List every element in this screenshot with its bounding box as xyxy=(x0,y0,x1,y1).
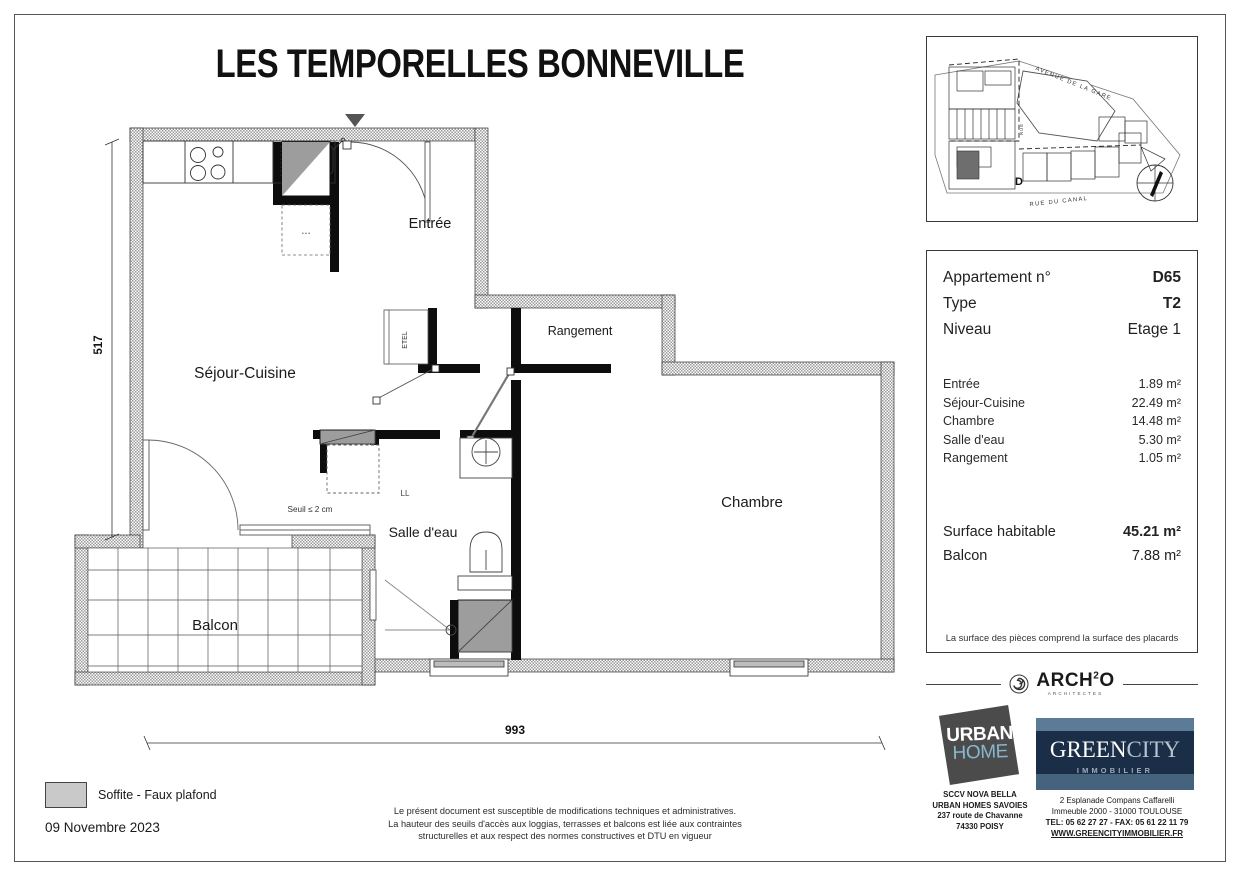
room-label-sejour-cuisine: Séjour-Cuisine xyxy=(194,365,296,382)
closet-dots: • • • xyxy=(301,231,311,237)
info-row-apartment xyxy=(943,265,1181,291)
legend-swatch-soffite xyxy=(45,782,87,808)
urban-line1: URBAN xyxy=(946,722,1014,747)
street-label-avenue: AVENUE DE LA GARE xyxy=(1034,66,1113,103)
dimension-vertical xyxy=(105,139,119,540)
total-row-balcon xyxy=(943,544,1181,568)
document-date: 09 Novembre 2023 xyxy=(45,820,160,835)
ll-label: LL xyxy=(400,489,410,498)
greencity-band-top xyxy=(1036,718,1194,731)
archo-sup: 2 xyxy=(1093,670,1100,682)
info-key-type: Type xyxy=(943,295,977,312)
floor-plan-drawing xyxy=(30,100,910,780)
greencity-word1: GREEN xyxy=(1049,737,1127,762)
archo-name-end: O xyxy=(1099,670,1115,692)
dimension-517-label: 517 xyxy=(93,335,105,355)
urban-home-block xyxy=(930,706,1030,832)
room-label-salle-eau: Salle d'eau xyxy=(388,524,458,540)
info-value-niveau: Etage 1 xyxy=(1127,321,1181,338)
dashed-closet xyxy=(282,205,330,255)
area-key-sejour: Séjour-Cuisine xyxy=(943,395,1025,410)
area-value-chambre: 14.48 m² xyxy=(1131,414,1181,428)
disclaimer-text: Le présent document est susceptible de modifications techniques et administratives. La hauteur des seuils d'accès aux loggias, terrasses et balcons est liée aux contraintes structurelles et aux respect des normes constructives et DTU en vigueur xyxy=(388,806,742,842)
street-label-side: RUE xyxy=(1019,122,1024,136)
spiral-icon xyxy=(1009,674,1029,694)
urban-home-words xyxy=(935,724,1024,764)
placard-note: La surface des pièces comprend la surface des placards xyxy=(945,633,1179,643)
info-row-niveau xyxy=(943,317,1181,343)
entrance-marker xyxy=(345,114,365,127)
legend xyxy=(45,782,217,808)
info-value-apartment: D65 xyxy=(1152,269,1181,286)
area-row-entree xyxy=(943,375,1181,394)
compass-rose xyxy=(1137,165,1173,201)
greencity-subtitle: IMMOBILIER xyxy=(1076,766,1154,775)
area-row-salle-eau xyxy=(943,431,1181,450)
info-key-apartment: Appartement n° xyxy=(943,269,1051,286)
total-row-habitable xyxy=(943,520,1181,544)
greencity-website[interactable]: WWW.GREENCITYIMMOBILIER.FR xyxy=(1051,829,1183,838)
area-value-entree: 1.89 m² xyxy=(1138,377,1181,391)
page-title: LES TEMPORELLES BONNEVILLE xyxy=(215,42,745,86)
legend-label-soffite: Soffite - Faux plafond xyxy=(98,788,217,802)
greencity-addr-line2: Immeuble 2000 - 31000 TOULOUSE xyxy=(1051,807,1183,816)
archo-text xyxy=(1036,671,1114,697)
urban-line2: HOME xyxy=(952,741,1009,765)
greencity-address xyxy=(1036,795,1198,839)
greencity-wordmark xyxy=(1036,738,1194,761)
area-row-sejour xyxy=(943,394,1181,413)
area-key-rangement: Rangement xyxy=(943,451,1008,465)
entrance-door xyxy=(343,141,430,222)
area-key-salle-eau: Salle d'eau xyxy=(943,432,1005,447)
dimension-993-label: 993 xyxy=(504,723,526,737)
apartment-info-panel xyxy=(926,250,1198,653)
dimension-horizontal xyxy=(144,736,885,750)
greencity-addr-line3: TEL: 05 62 27 27 - FAX: 05 61 22 11 79 xyxy=(1045,818,1189,827)
room-label-entree: Entrée xyxy=(408,216,452,232)
balcony-tiles xyxy=(88,548,362,672)
room-label-balcon: Balcon xyxy=(192,617,238,634)
archo-subtitle: ARCHITECTES xyxy=(1047,691,1104,697)
total-key-habitable: Surface habitable xyxy=(943,523,1056,540)
totals-list xyxy=(943,520,1181,568)
greencity-band-bottom xyxy=(1036,774,1194,790)
room-label-rangement: Rangement xyxy=(547,324,613,338)
archo-mid xyxy=(1001,671,1122,697)
total-value-balcon: 7.88 m² xyxy=(1131,547,1181,564)
info-row-type xyxy=(943,291,1181,317)
urban-home-logo xyxy=(936,706,1024,784)
greencity-logo xyxy=(1036,718,1194,790)
area-value-sejour: 22.49 m² xyxy=(1131,395,1181,410)
archo-name xyxy=(1036,671,1114,690)
kitchen-closet xyxy=(282,142,330,196)
area-list xyxy=(943,375,1181,468)
highlighted-apartment xyxy=(957,151,979,179)
total-value-habitable: 45.21 m² xyxy=(1122,523,1181,540)
archo-rule-right xyxy=(1123,684,1198,685)
total-key-balcon: Balcon xyxy=(943,547,988,564)
area-value-rangement: 1.05 m² xyxy=(1138,451,1181,465)
archo-rule-left xyxy=(926,684,1001,685)
greencity-addr-line1: 2 Esplanade Compans Caffarelli xyxy=(1059,796,1175,805)
room-label-chambre: Chambre xyxy=(721,494,783,511)
seuil-label: Seuil ≤ 2 cm xyxy=(287,505,333,514)
area-key-chambre: Chambre xyxy=(943,414,995,428)
street-label-rue: RUE DU CANAL xyxy=(1029,195,1089,209)
archo-name-main: ARCH xyxy=(1036,670,1094,692)
area-key-entree: Entrée xyxy=(943,377,980,391)
greencity-word2: CITY xyxy=(1126,737,1181,762)
etel-label: ETEL xyxy=(402,331,409,349)
info-value-type: T2 xyxy=(1162,295,1181,312)
site-map xyxy=(926,36,1198,222)
archo-logo xyxy=(926,666,1198,702)
greencity-block xyxy=(1036,718,1198,839)
area-row-chambre xyxy=(943,412,1181,431)
area-value-salle-eau: 5.30 m² xyxy=(1138,432,1181,447)
area-row-rangement xyxy=(943,449,1181,468)
info-key-niveau: Niveau xyxy=(943,321,992,338)
building-marker-d: D xyxy=(1015,176,1023,188)
urban-home-address: SCCV NOVA BELLA URBAN HOMES SAVOIES 237 route de Chavanne 74330 POISY xyxy=(932,790,1028,831)
